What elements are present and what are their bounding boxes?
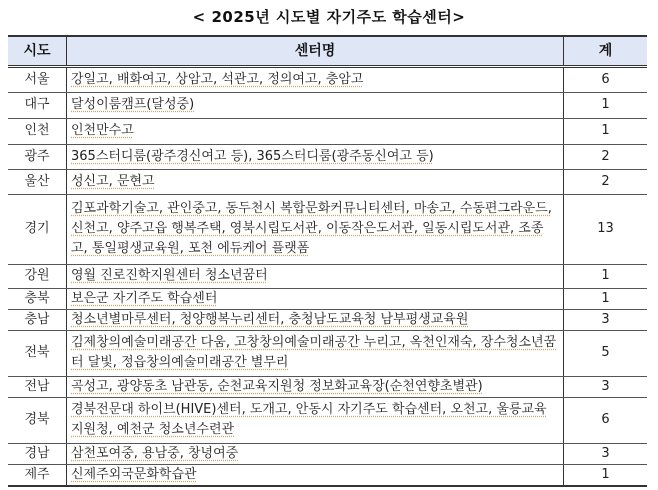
region-cell: 경남 [8, 443, 67, 464]
count-cell: 3 [564, 309, 648, 330]
centers-cell [67, 92, 564, 118]
region-cell: 서울 [8, 66, 67, 92]
table-row [8, 330, 647, 376]
centers-cell [67, 194, 564, 264]
table-row [8, 264, 647, 288]
center-names: 영월 진로진학지원센터 청소년꿈터 [71, 268, 268, 283]
count-cell: 6 [564, 66, 648, 92]
count-cell: 1 [564, 264, 648, 288]
center-names: 강일고, 배화여고, 상암고, 석관고, 정의여고, 충암고 [71, 71, 364, 87]
table-header-row [8, 36, 647, 66]
header-region: 시도 [8, 36, 67, 66]
center-names: 곡성고, 광양동초 남관동, 순천교육지원청 정보화교육장(순천연향초별관) [71, 378, 483, 394]
region-cell: 울산 [8, 169, 67, 194]
center-names: 달성이룸캠프(달성중) [71, 97, 195, 112]
region-cell: 경기 [8, 194, 67, 264]
table-row [8, 144, 647, 169]
table-row [8, 309, 647, 330]
learning-centers-table [8, 35, 647, 487]
region-cell: 강원 [8, 264, 67, 288]
centers-cell [67, 443, 564, 464]
count-cell: 1 [564, 92, 648, 118]
centers-cell [67, 144, 564, 169]
table-row [8, 118, 647, 144]
count-cell: 3 [564, 376, 648, 397]
center-names: 신제주외국문화학습관 [71, 466, 197, 482]
center-names: 김제창의예술미래공간 다움, 고창창의예술미래공간 누리고, 옥천인재숙, 장수청소년꿈터 달빛, 정읍창의예술미래공간 별무리 [71, 335, 557, 370]
count-cell: 5 [564, 330, 648, 376]
center-names: 청소년별마루센터, 청양행복누리센터, 충청남도교육청 남부평생교육원 [71, 311, 469, 327]
table-body [8, 66, 647, 486]
count-cell: 6 [564, 397, 648, 443]
count-cell: 13 [564, 194, 648, 264]
centers-cell [67, 309, 564, 330]
centers-cell [67, 288, 564, 309]
region-cell: 제주 [8, 464, 67, 486]
center-names: 보은군 자기주도 학습센터 [71, 290, 218, 306]
region-cell: 충북 [8, 288, 67, 309]
header-centers: 센터명 [67, 36, 564, 66]
center-names: 성신고, 문현고 [71, 173, 155, 189]
count-cell: 1 [564, 464, 648, 486]
header-count: 계 [564, 36, 648, 66]
centers-cell [67, 397, 564, 443]
table-row [8, 443, 647, 464]
region-cell: 인천 [8, 118, 67, 144]
page-title: < 2025년 시도별 자기주도 학습센터> [192, 8, 466, 26]
centers-cell [67, 330, 564, 376]
region-cell: 충남 [8, 309, 67, 330]
center-names: 삼천포여중, 용남중, 창녕여중 [71, 445, 239, 461]
count-cell: 1 [564, 288, 648, 309]
center-names: 경북전문대 하이브(HIVE)센터, 도개고, 안동시 자기주도 학습센터, 오천고, 울릉교육지원청, 예천군 청소년수련관 [71, 402, 547, 437]
region-cell: 경북 [8, 397, 67, 443]
count-cell: 2 [564, 169, 648, 194]
region-cell: 광주 [8, 144, 67, 169]
table-row [8, 376, 647, 397]
region-cell: 전북 [8, 330, 67, 376]
centers-cell [67, 169, 564, 194]
table-row [8, 169, 647, 194]
table-row [8, 464, 647, 486]
center-names: 김포과학기술고, 관인중고, 동두천시 복합문화커뮤니티센터, 마송고, 수동편그라운드, 신천고, 양주고읍 행복주택, 영북시립도서관, 이동작은도서관, 일동시립도서관, 조종고, 통일평생교육원, 포천 에듀케어 플랫폼 [71, 201, 552, 256]
table-row [8, 288, 647, 309]
center-names: 인천만수고 [71, 123, 134, 138]
count-cell: 1 [564, 118, 648, 144]
count-cell: 3 [564, 443, 648, 464]
centers-cell [67, 264, 564, 288]
table-row [8, 194, 647, 264]
region-cell: 전남 [8, 376, 67, 397]
center-names: 365스터디룸(광주경신여고 등), 365스터디룸(광주동신여고 등) [71, 148, 434, 164]
centers-cell [67, 118, 564, 144]
table-row [8, 92, 647, 118]
centers-cell [67, 464, 564, 486]
region-cell: 대구 [8, 92, 67, 118]
centers-cell [67, 376, 564, 397]
table-row [8, 66, 647, 92]
table-row [8, 397, 647, 443]
centers-cell [67, 66, 564, 92]
count-cell: 2 [564, 144, 648, 169]
